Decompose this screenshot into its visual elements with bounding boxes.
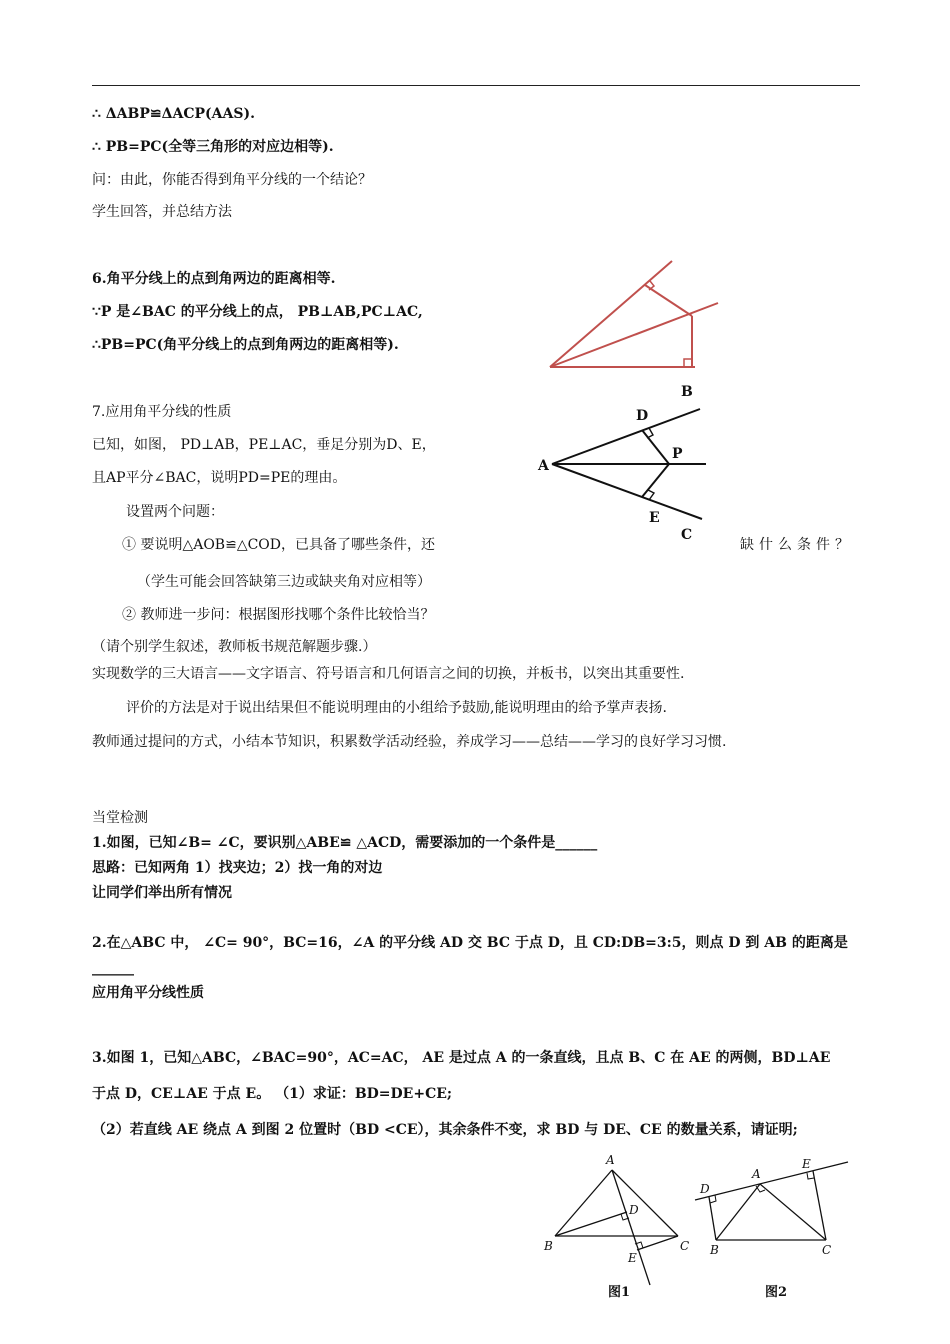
problem-3-line-3: （2）若直线 AE 绕点 A 到图 2 位置时（BD <CE），其余条件不变，求 BD 与 DE、CE 的数量关系，请证明; xyxy=(92,1122,798,1138)
answer-text: 学生回答，并总结方法 xyxy=(92,204,232,220)
question-1-tail: 缺什么条件？ xyxy=(740,537,854,553)
figure-7-apd xyxy=(530,378,720,548)
problem-3-line-2: 于点 D，CE⊥AE 于点 E。 （1）求证：BD=DE+CE; xyxy=(92,1086,453,1102)
check-title: 当堂检测 xyxy=(92,810,148,826)
question-2: ② 教师进一步问：根据图形找哪个条件比较恰当？ xyxy=(122,607,435,623)
fig2-label-c: C xyxy=(822,1243,832,1257)
label-b: B xyxy=(681,384,693,400)
fig2-label-d: D xyxy=(700,1182,710,1196)
section6-title: 6.角平分线上的点到角两边的距离相等. xyxy=(92,271,336,287)
problem-1: 1.如图，已知∠B= ∠C，要识别△ABE≌ △ACD，需要添加的一个条件是______ xyxy=(92,835,598,851)
section7-given-1: 已知，如图， PD⊥AB，PE⊥AC，垂足分别为D、E， xyxy=(92,437,436,453)
label-d: D xyxy=(636,408,649,424)
question-1: ① 要说明△AOB≌△COD，已具备了哪些条件，还 xyxy=(122,537,436,553)
section7-given-2: 且AP平分∠BAC，说明PD=PE的理由。 xyxy=(92,470,347,486)
section7-setup: 设置两个问题： xyxy=(126,504,224,520)
section7-title: 7.应用角平分线的性质 xyxy=(92,404,232,420)
fig1-label-d: D xyxy=(629,1203,639,1217)
problem-1-hint-2: 让同学们举出所有情况 xyxy=(92,885,232,901)
label-e: E xyxy=(649,510,660,526)
problem-3-line-1: 3.如图 1，已知△ABC，∠BAC=90°，AC=AC， AE 是过点 A 的一条直线，且点 B、C 在 AE 的两侧，BD⊥AE xyxy=(92,1050,831,1066)
problem-3-figure-2 xyxy=(690,1150,860,1300)
fig1-label-b: B xyxy=(544,1239,553,1253)
seg-ac xyxy=(612,1170,678,1236)
problem-1-hint: 思路：已知两角 1）找夹边；2）找一角的对边 xyxy=(92,860,383,876)
perp-pd xyxy=(642,430,669,464)
teacher-note: （请个别学生叙述，教师板书规范解题步骤.） xyxy=(92,639,377,655)
fig2-caption: 图2 xyxy=(765,1285,788,1300)
label-c: C xyxy=(681,527,693,543)
paragraph-2: 评价的方法是对于说出结果但不能说明理由的小组给予鼓励,能说明理由的给予掌声表扬. xyxy=(126,700,667,716)
problem-2-blank: ______ xyxy=(92,960,134,976)
label-p: P xyxy=(672,446,683,462)
seg-ce-2 xyxy=(813,1171,826,1240)
proof-line-2: ∴ PB=PC(全等三角形的对应边相等). xyxy=(92,139,334,155)
ray-ac-7 xyxy=(552,464,702,519)
section6-conclusion: ∴PB=PC(角平分线上的点到角两边的距离相等). xyxy=(92,337,399,353)
angle-bisector-figure xyxy=(540,255,730,375)
seg-ac-2 xyxy=(760,1184,826,1240)
right-angle-c xyxy=(684,359,692,367)
fig1-label-a: A xyxy=(606,1153,615,1167)
perp-pb xyxy=(645,285,692,316)
right-angle-b xyxy=(649,281,654,290)
fig1-label-c: C xyxy=(680,1239,690,1253)
line-ae xyxy=(612,1170,650,1285)
fig1-caption: 图1 xyxy=(608,1285,631,1300)
seg-bd-2 xyxy=(709,1197,716,1240)
fig2-label-b: B xyxy=(710,1243,719,1257)
problem-3-figure-1 xyxy=(540,1150,700,1300)
section6-given: ∵P 是∠BAC 的平分线上的点， PB⊥AB,PC⊥AC, xyxy=(92,304,423,320)
question-text: 问：由此，你能否得到角平分线的一个结论？ xyxy=(92,172,372,188)
fig2-label-a: A xyxy=(752,1167,761,1181)
question-1-note: （学生可能会回答缺第三边或缺夹角对应相等） xyxy=(137,574,431,590)
header-rule xyxy=(92,85,860,86)
seg-ab-2 xyxy=(716,1184,760,1240)
paragraph-3: 教师通过提问的方式，小结本节知识，积累数学活动经验，养成学习——总结——学习的良好学习习惯. xyxy=(92,734,727,750)
problem-2-hint: 应用角平分线性质 xyxy=(92,985,204,1001)
perp-pe xyxy=(642,464,669,497)
label-a: A xyxy=(538,458,549,474)
fig1-label-e: E xyxy=(628,1251,637,1265)
fig2-label-e: E xyxy=(802,1157,811,1171)
ray-ab xyxy=(550,261,672,367)
problem-2: 2.在△ABC 中， ∠C= 90°，BC=16，∠A 的平分线 AD 交 BC 于点 D，且 CD:DB=3:5，则点 D 到 AB 的距离是 xyxy=(92,935,848,951)
proof-line-1: ∴ ΔABP≌ΔACP(AAS). xyxy=(92,106,255,122)
paragraph-1: 实现数学的三大语言——文字语言、符号语言和几何语言之间的切换，并板书，以突出其重要性. xyxy=(92,666,685,682)
